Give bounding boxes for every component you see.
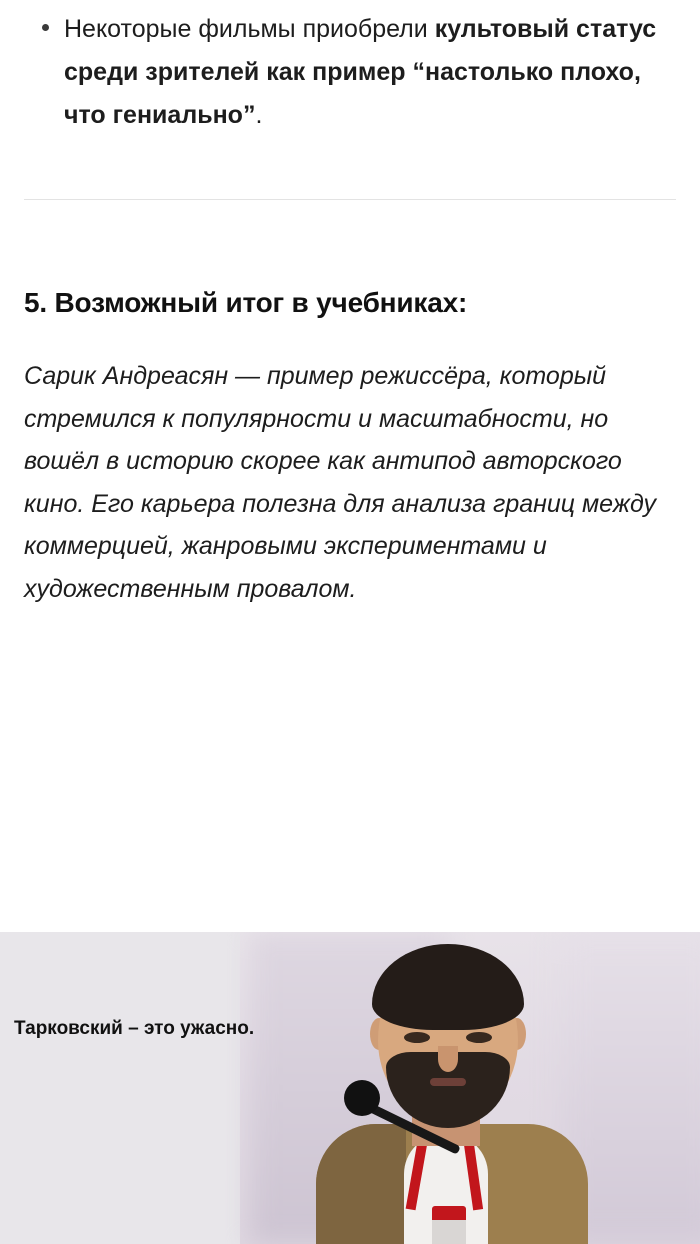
bullet-text-bold: культовый статус среди зрителей как пример “настолько плохо, что гениально” <box>64 15 657 129</box>
bullet-text-plain-suffix: . <box>255 101 263 129</box>
article-body <box>0 0 700 137</box>
badge-strip <box>432 1206 466 1220</box>
list-item <box>24 0 676 137</box>
section-divider <box>24 199 676 201</box>
bullet-list <box>24 0 676 137</box>
article-image <box>0 932 700 1244</box>
microphone-icon <box>344 1080 380 1116</box>
person-figure <box>300 948 600 1244</box>
hair <box>372 944 524 1030</box>
mouth <box>430 1078 466 1086</box>
image-caption: Тарковский – это ужасно. <box>14 1018 255 1039</box>
bullet-text-plain-prefix: Некоторые фильмы приобрели <box>64 15 435 43</box>
eye-left <box>404 1032 430 1043</box>
page-title: 5. Возможный итог в учебниках: <box>24 287 468 318</box>
article-paragraph: Сарик Андреасян — пример режиссёра, который стремился к популярности и масштабности, но вошёл в историю скорее как антипод авторского кино. Его карьера полезна для анализа границ между коммерцией, жанровыми экспериментами и художественным провалом. <box>24 362 657 603</box>
nose <box>438 1046 458 1072</box>
jacket-shadow <box>316 1124 406 1244</box>
image-left-panel <box>0 932 240 1244</box>
article-section <box>0 287 700 610</box>
eye-right <box>466 1032 492 1043</box>
